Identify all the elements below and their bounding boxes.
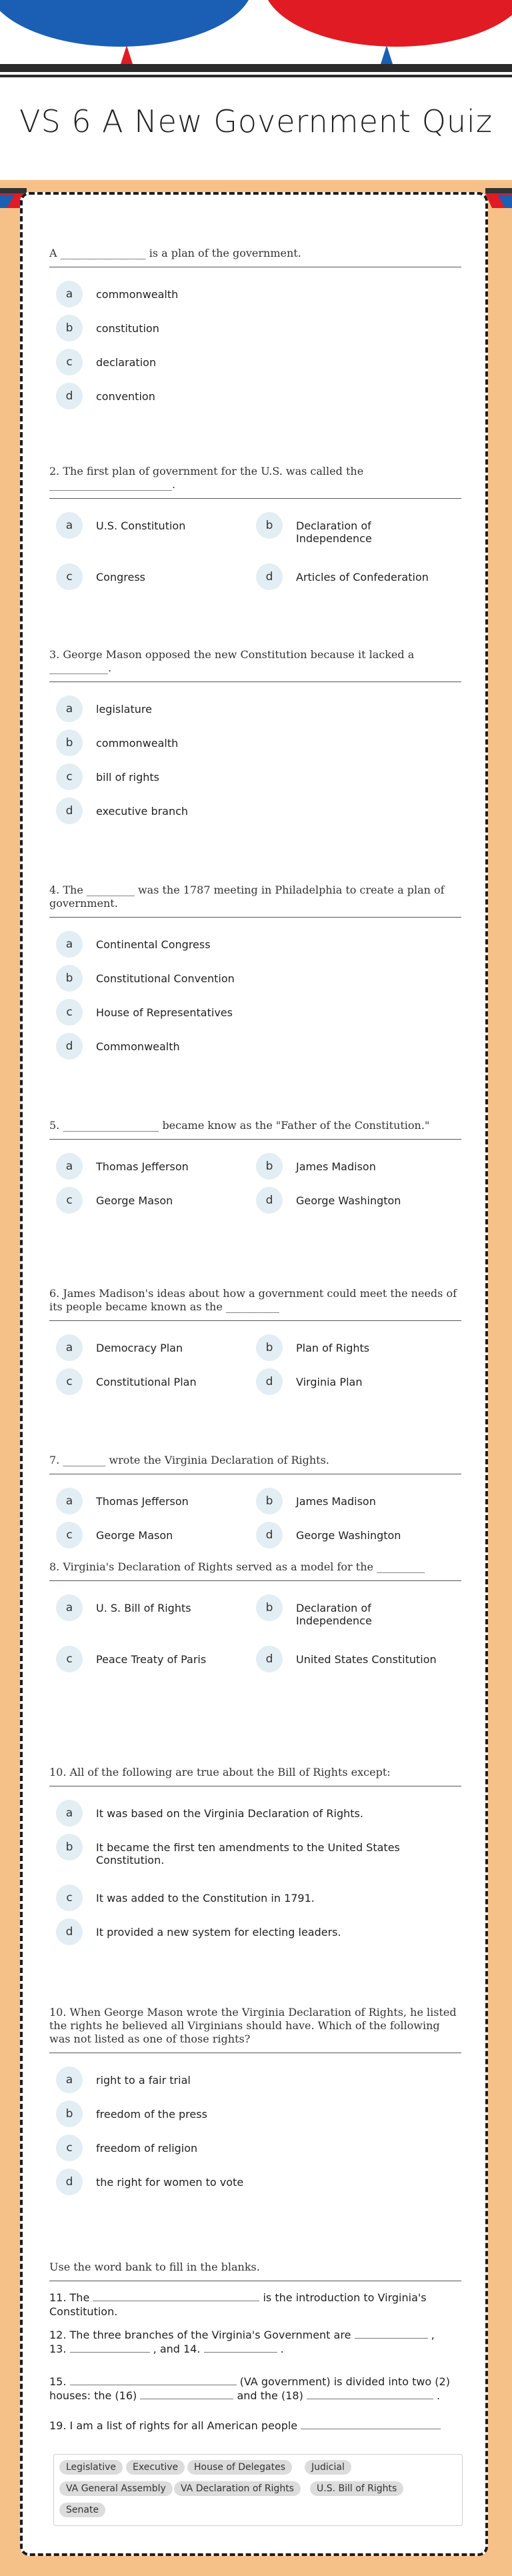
option-d[interactable] — [256, 1522, 401, 1548]
word-chip[interactable]: House of Delegates — [187, 2460, 292, 2475]
option-text: Plan of Rights — [296, 1342, 370, 1354]
option-d[interactable] — [256, 563, 429, 590]
fill-question-19 — [49, 2419, 461, 2433]
option-letter: b — [56, 965, 83, 992]
question-9 — [49, 1766, 461, 1939]
option-text: Declaration of Independence — [296, 1602, 372, 1628]
option-d[interactable] — [56, 798, 188, 824]
option-letter: d — [256, 1522, 283, 1548]
option-text: It provided a new system for electing leaders. — [96, 1926, 341, 1939]
option-letter: a — [56, 2067, 83, 2093]
word-bank — [53, 2454, 463, 2526]
option-letter: d — [56, 798, 83, 824]
option-text: Articles of Confederation — [296, 571, 429, 583]
option-c[interactable] — [56, 349, 156, 375]
option-text: U.S. Constitution — [96, 519, 186, 532]
option-text: Thomas Jefferson — [96, 1495, 189, 1508]
fill-text: 12. The three branches of the Virginia's Government are — [49, 2329, 351, 2341]
option-letter: c — [56, 1646, 83, 1672]
word-chip[interactable]: VA Declaration of Rights — [174, 2481, 301, 2496]
option-text: George Washington — [296, 1194, 401, 1207]
option-b[interactable] — [56, 1834, 456, 1866]
option-letter: c — [56, 1187, 83, 1214]
question-10 — [49, 2006, 461, 2189]
option-c[interactable] — [56, 1884, 315, 1911]
option-b[interactable] — [56, 730, 178, 756]
question-text: 10. All of the following are true about the Bill of Rights except: — [49, 1766, 461, 1786]
option-letter: c — [56, 999, 83, 1026]
option-d[interactable] — [256, 1368, 362, 1395]
option-b[interactable] — [56, 2101, 207, 2127]
question-3 — [49, 648, 461, 818]
option-letter: b — [56, 730, 83, 756]
option-c[interactable] — [56, 1522, 173, 1548]
blank-15[interactable] — [70, 2375, 237, 2385]
blank-18[interactable] — [307, 2389, 433, 2399]
blank-11[interactable] — [93, 2291, 259, 2301]
option-text: commonwealth — [96, 288, 179, 301]
option-letter: a — [56, 1334, 83, 1361]
option-d[interactable] — [56, 383, 155, 409]
option-c[interactable] — [56, 764, 159, 790]
option-letter: a — [56, 696, 83, 722]
fill-text: and the (18) — [237, 2389, 303, 2402]
option-letter: d — [56, 2169, 83, 2195]
option-d[interactable] — [56, 2169, 243, 2195]
option-letter: b — [256, 1153, 283, 1180]
question-5 — [49, 1119, 461, 1207]
option-letter: a — [56, 931, 83, 958]
option-a[interactable] — [56, 1800, 363, 1826]
option-text: House of Representatives — [96, 1006, 233, 1019]
word-chip[interactable]: Judicial — [305, 2460, 351, 2475]
option-c[interactable] — [56, 2135, 197, 2161]
option-text: George Washington — [296, 1529, 401, 1542]
option-text: Constitutional Convention — [96, 972, 235, 985]
option-text: Peace Treaty of Paris — [96, 1653, 207, 1666]
question-text: 7. ________ wrote the Virginia Declaration of Rights. — [49, 1454, 461, 1474]
blue-triangle-icon — [381, 45, 393, 64]
option-text: declaration — [96, 356, 157, 369]
option-text: George Mason — [96, 1529, 173, 1542]
option-letter: b — [256, 1594, 283, 1621]
option-letter: d — [256, 1187, 283, 1214]
page-title: VS 6 A New Government Quiz — [19, 103, 493, 139]
option-letter: d — [256, 1368, 283, 1395]
word-chip[interactable]: Executive — [126, 2460, 185, 2475]
red-triangle-icon — [121, 45, 133, 64]
option-text: constitution — [96, 322, 159, 335]
option-letter: a — [56, 1488, 83, 1514]
question-text: 4. The _________ was the 1787 meeting in Philadelphia to create a plan of government. — [49, 884, 461, 918]
option-letter: b — [56, 1834, 83, 1860]
option-text: Continental Congress — [96, 938, 211, 951]
fill-text: . — [437, 2389, 441, 2402]
word-chip[interactable]: VA General Assembly — [59, 2481, 173, 2496]
word-chip[interactable]: Senate — [59, 2503, 105, 2517]
blank-14[interactable] — [204, 2343, 277, 2353]
option-text: It was added to the Constitution in 1791. — [96, 1892, 315, 1904]
question-8 — [49, 1560, 461, 1666]
word-chip[interactable]: U.S. Bill of Rights — [310, 2481, 403, 2496]
fill-text: 11. The — [49, 2291, 90, 2304]
option-letter: a — [56, 1153, 83, 1180]
question-1 — [49, 247, 461, 403]
option-text: United States Constitution — [296, 1653, 437, 1666]
option-b[interactable] — [256, 1334, 369, 1361]
option-a[interactable] — [56, 281, 178, 307]
option-b[interactable] — [256, 1594, 456, 1627]
option-letter: b — [256, 1334, 283, 1361]
blank-12[interactable] — [355, 2329, 428, 2339]
option-text: convention — [96, 390, 155, 403]
option-b[interactable] — [256, 512, 456, 545]
fill-question-15 — [49, 2375, 461, 2403]
option-b[interactable] — [256, 1153, 376, 1180]
option-text: Thomas Jefferson — [96, 1160, 189, 1173]
option-letter: c — [56, 1884, 83, 1911]
word-chip[interactable]: Legislative — [59, 2460, 123, 2475]
option-b[interactable] — [56, 315, 159, 341]
option-letter: c — [56, 349, 83, 375]
option-letter: d — [56, 383, 83, 409]
fill-text: . — [280, 2342, 284, 2355]
option-letter: c — [56, 1368, 83, 1395]
option-letter: b — [56, 2101, 83, 2127]
red-decoration — [263, 0, 512, 47]
question-2 — [49, 465, 461, 583]
option-a[interactable] — [56, 1594, 191, 1621]
fill-text: , and 14. — [153, 2342, 201, 2355]
option-letter: b — [256, 512, 283, 539]
option-text: Declaration of Independence — [296, 519, 372, 545]
option-text: legislature — [96, 703, 152, 716]
option-b[interactable] — [56, 965, 235, 992]
option-a[interactable] — [56, 931, 211, 958]
question-7 — [49, 1454, 461, 1542]
option-text: James Madison — [296, 1160, 376, 1173]
question-text: A ________________ is a plan of the government. — [49, 247, 461, 267]
option-text: commonwealth — [96, 737, 179, 750]
option-text: Commonwealth — [96, 1040, 180, 1053]
option-a[interactable] — [56, 696, 152, 722]
option-letter: d — [256, 563, 283, 590]
option-text: George Mason — [96, 1194, 173, 1207]
option-letter: d — [56, 1033, 83, 1060]
option-a[interactable] — [56, 1153, 189, 1180]
blank-16[interactable] — [140, 2389, 233, 2399]
fill-question-11 — [49, 2291, 461, 2319]
option-text: Virginia Plan — [296, 1376, 363, 1388]
option-letter: c — [56, 563, 83, 590]
option-letter: b — [56, 315, 83, 341]
fill-text: is the introduction to Virginia's Constitution. — [49, 2291, 427, 2318]
option-text: It became the first ten amendments to the United States Constitution. — [96, 1841, 400, 1867]
fill-text: 19. I am a list of rights for all American people — [49, 2419, 298, 2432]
option-c[interactable] — [56, 999, 233, 1026]
option-text: freedom of the press — [96, 2108, 207, 2121]
blank-19[interactable] — [301, 2419, 441, 2429]
option-c[interactable] — [56, 1187, 173, 1214]
fill-text: 15. — [49, 2375, 67, 2388]
option-c[interactable] — [56, 563, 145, 590]
option-b[interactable] — [256, 1488, 376, 1514]
option-letter: a — [56, 512, 83, 539]
question-text: 8. Virginia's Declaration of Rights served as a model for the _________ — [49, 1560, 461, 1581]
option-a[interactable] — [56, 512, 185, 539]
option-letter: c — [56, 2135, 83, 2161]
option-text: U. S. Bill of Rights — [96, 1602, 191, 1614]
blank-13[interactable] — [70, 2343, 150, 2353]
blue-decoration — [0, 0, 253, 47]
option-d[interactable] — [256, 1646, 437, 1672]
option-text: Congress — [96, 571, 145, 583]
option-letter: a — [56, 281, 83, 307]
option-text: James Madison — [296, 1495, 376, 1508]
question-text: 10. When George Mason wrote the Virginia Declaration of Rights, he listed the rights he believed all Virginians should have. Which of the following was not listed as one of those rights? — [49, 2006, 461, 2053]
option-text: Democracy Plan — [96, 1342, 183, 1354]
option-text: freedom of religion — [96, 2142, 198, 2155]
option-letter: a — [56, 1594, 83, 1621]
option-letter: c — [56, 1522, 83, 1548]
option-text: right to a fair trial — [96, 2074, 191, 2087]
question-text: 5. __________________ became know as the "Father of the Constitution." — [49, 1119, 461, 1140]
option-c[interactable] — [56, 1646, 206, 1672]
option-a[interactable] — [56, 2067, 191, 2093]
option-a[interactable] — [56, 1488, 189, 1514]
option-letter: b — [256, 1488, 283, 1514]
option-letter: d — [256, 1646, 283, 1672]
option-text: Constitutional Plan — [96, 1376, 197, 1388]
option-text: bill of rights — [96, 771, 160, 784]
header-bar-thin — [0, 75, 512, 77]
option-text: executive branch — [96, 805, 189, 818]
header — [0, 0, 512, 180]
option-text: the right for women to vote — [96, 2176, 244, 2189]
fill-in-section — [49, 2261, 461, 2281]
option-c[interactable] — [56, 1368, 197, 1395]
fill-text: , — [431, 2329, 435, 2341]
option-a[interactable] — [56, 1334, 183, 1361]
fill-text: (VA government) is divided into two (2) houses: the (16) — [49, 2375, 450, 2402]
fill-in-instructions: Use the word bank to fill in the blanks. — [49, 2261, 461, 2281]
option-letter: d — [56, 1918, 83, 1945]
question-4 — [49, 884, 461, 1053]
question-text: 3. George Mason opposed the new Constitution because it lacked a ___________. — [49, 648, 461, 682]
option-d[interactable] — [56, 1033, 180, 1060]
option-text: It was based on the Virginia Declaration of Rights. — [96, 1807, 363, 1820]
question-text: 2. The first plan of government for the U.S. was called the _______________________. — [49, 465, 461, 499]
question-6 — [49, 1287, 461, 1388]
option-letter: a — [56, 1800, 83, 1826]
fill-question-12 — [49, 2329, 461, 2357]
fill-text: 13. — [49, 2342, 67, 2355]
option-d[interactable] — [256, 1187, 401, 1214]
option-letter: c — [56, 764, 83, 790]
question-text: 6. James Madison's ideas about how a government could meet the needs of its people became known as the __________ — [49, 1287, 461, 1321]
option-d[interactable] — [56, 1918, 341, 1945]
header-bar — [0, 64, 512, 72]
